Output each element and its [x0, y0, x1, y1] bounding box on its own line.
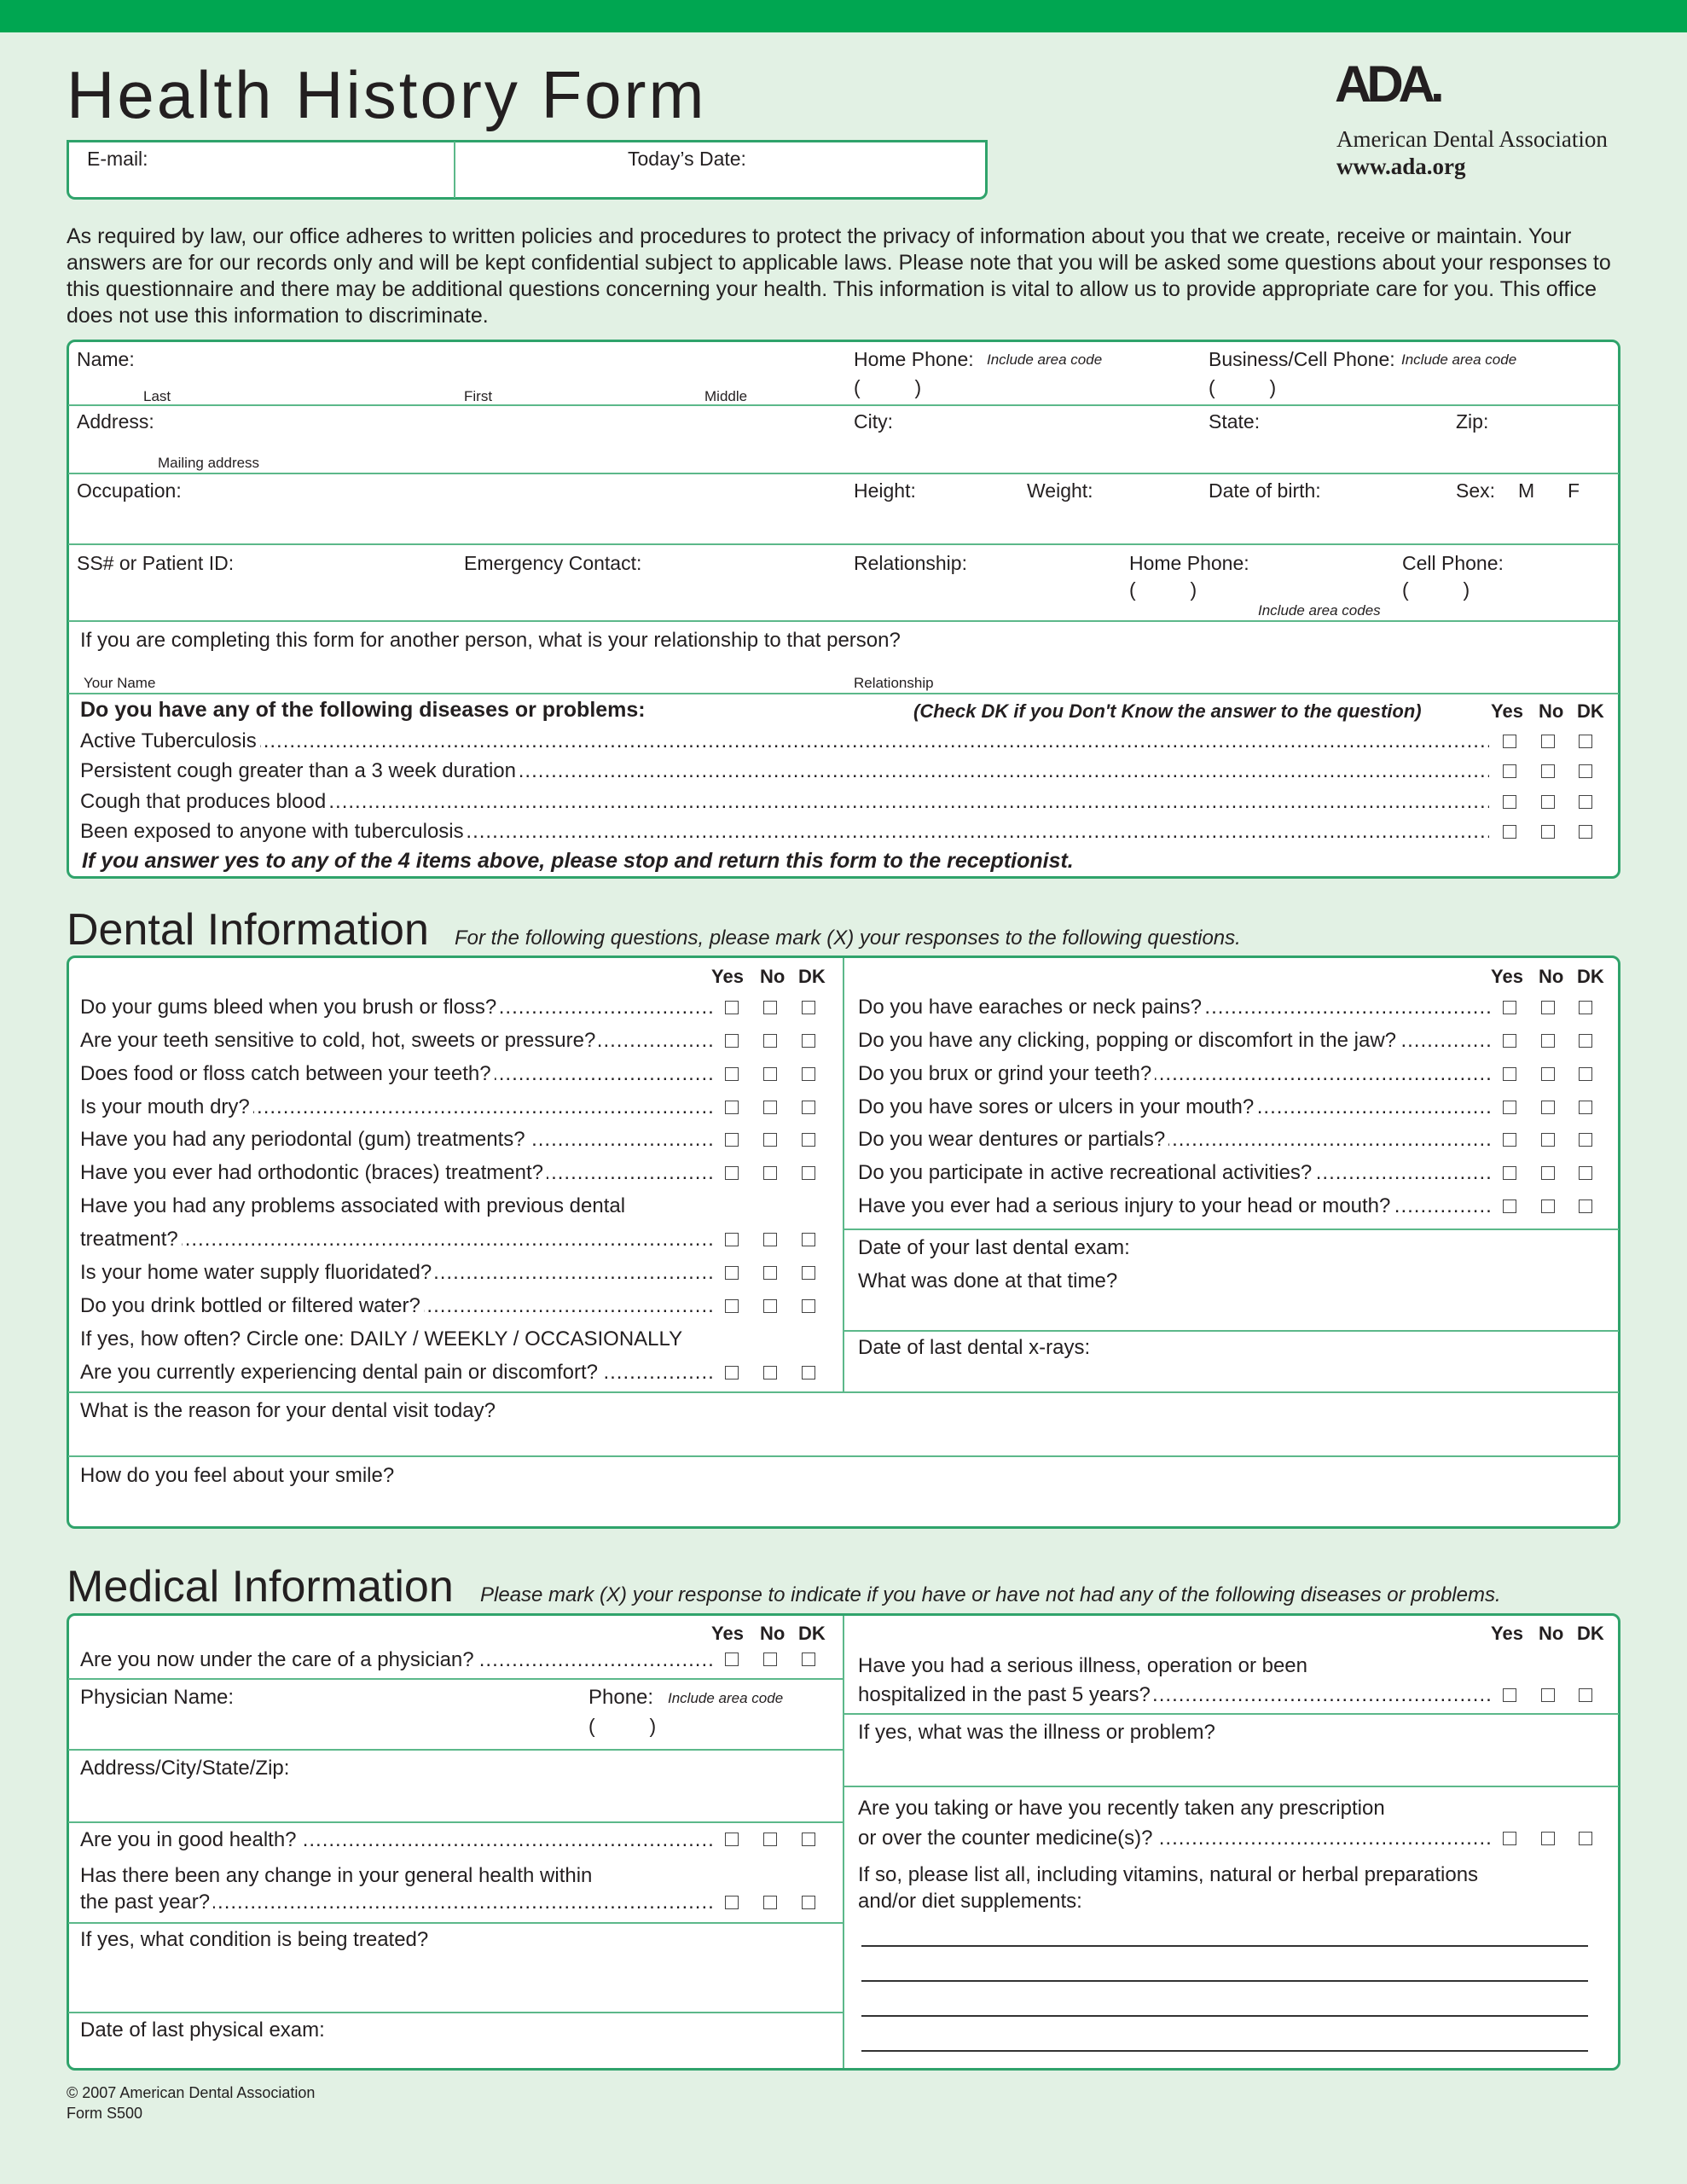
physician-phone-field[interactable]: Phone:: [588, 1686, 654, 1709]
dental-question: Is your home water supply fluoridated? .....: [80, 1261, 713, 1285]
area-code-hint: Include area code: [1401, 351, 1517, 368]
checkbox[interactable]: [725, 1034, 739, 1048]
no-header: No: [1539, 700, 1564, 722]
how-often-question[interactable]: If yes, how often? Circle one: DAILY / WEEKLY / OCCASIONALLY: [80, 1327, 683, 1350]
checkbox[interactable]: [802, 1896, 815, 1909]
area-codes-hint: Include area codes: [1258, 602, 1381, 619]
name-field[interactable]: Name:: [77, 348, 135, 370]
tb-question: Been exposed to anyone with tuberculosis .....: [80, 820, 1489, 844]
checkbox[interactable]: [1579, 1832, 1592, 1845]
checkbox[interactable]: [1579, 1133, 1592, 1147]
checkbox[interactable]: [802, 1133, 815, 1147]
medication-line[interactable]: [861, 1945, 1588, 1947]
your-name-label[interactable]: Your Name: [84, 675, 156, 691]
dental-section-subtitle: For the following questions, please mark (X) your responses to the following questions.: [455, 926, 1241, 950]
emergency-cell-phone-field[interactable]: Cell Phone:: [1402, 552, 1504, 574]
checkbox[interactable]: [1503, 1133, 1516, 1147]
ada-logo: ADA.: [1335, 55, 1440, 113]
yes-header: Yes: [711, 966, 744, 987]
address-field[interactable]: Address:: [77, 410, 154, 433]
checkbox[interactable]: [763, 1299, 777, 1313]
checkbox[interactable]: [1541, 1166, 1555, 1180]
last-name-label: Last: [143, 388, 171, 404]
dental-question: Do you have earaches or neck pains? .....: [858, 996, 1491, 1019]
area-code-parens: ( ): [1402, 578, 1470, 601]
checkbox[interactable]: [802, 1101, 815, 1114]
privacy-paragraph: [67, 224, 1636, 329]
checkbox[interactable]: [1541, 1001, 1555, 1014]
checkbox[interactable]: [763, 1653, 777, 1666]
todays-date-field[interactable]: Today’s Date:: [628, 148, 746, 170]
yes-header: Yes: [711, 1623, 744, 1644]
first-name-label: First: [464, 388, 493, 404]
checkbox[interactable]: [1541, 795, 1555, 809]
checkbox[interactable]: [1503, 1832, 1516, 1845]
divider: [68, 2012, 843, 2013]
divider: [844, 1786, 1619, 1787]
divider: [68, 1455, 1619, 1457]
last-dental-xrays-field[interactable]: Date of last dental x-rays:: [858, 1336, 1091, 1359]
email-date-box: [67, 140, 988, 200]
checkbox[interactable]: [802, 1266, 815, 1280]
sex-option-f[interactable]: F: [1568, 479, 1580, 502]
divider: [68, 404, 1619, 406]
checkbox[interactable]: [763, 1266, 777, 1280]
checkbox[interactable]: [763, 1133, 777, 1147]
checkbox[interactable]: [725, 1366, 739, 1380]
checkbox[interactable]: [763, 1366, 777, 1380]
area-code-parens: ( ): [1129, 578, 1197, 601]
intro-line: this questionnaire and there may be additional questions concerning your health. This information is vital to allow us to provide appropriate care for you. This office: [67, 277, 1597, 301]
height-field[interactable]: Height:: [854, 479, 916, 502]
checkbox[interactable]: [763, 1896, 777, 1909]
checkbox[interactable]: [1541, 1688, 1555, 1702]
medication-line[interactable]: [861, 2050, 1588, 2052]
form-number: Form S500: [67, 2105, 143, 2122]
no-header: No: [1539, 966, 1564, 987]
sex-label: Sex:: [1456, 479, 1496, 502]
city-field[interactable]: City:: [854, 410, 893, 433]
checkbox[interactable]: [802, 1299, 815, 1313]
tb-stop-notice: If you answer yes to any of the 4 items above, please stop and return this form to the receptionist.: [82, 849, 1074, 873]
medications-list-label: and/or diet supplements:: [858, 1890, 1082, 1913]
checkbox[interactable]: [1503, 764, 1516, 778]
divider: [68, 620, 1619, 622]
checkbox[interactable]: [1541, 1101, 1555, 1114]
checkbox[interactable]: [1541, 1133, 1555, 1147]
page-title: Health History Form: [67, 57, 707, 132]
dental-question: Are your teeth sensitive to cold, hot, sweets or pressure? .....: [80, 1029, 713, 1053]
physician-address-field[interactable]: Address/City/State/Zip:: [80, 1757, 290, 1780]
area-code-hint: Include area code: [987, 351, 1103, 368]
yes-header: Yes: [1491, 1623, 1523, 1644]
checkbox[interactable]: [802, 1067, 815, 1081]
medical-question: Have you had a serious illness, operation or been: [858, 1654, 1307, 1677]
dental-question: Are you currently experiencing dental pain or discomfort? .....: [80, 1361, 713, 1385]
medical-question: or over the counter medicine(s)? .....: [858, 1827, 1491, 1850]
divider: [68, 1391, 1619, 1393]
dk-header: DK: [1577, 1623, 1604, 1644]
ada-url: www.ada.org: [1336, 154, 1466, 179]
dk-header: DK: [1577, 700, 1604, 722]
divider: [844, 1228, 1619, 1230]
divider: [843, 1616, 844, 2068]
divider: [67, 140, 988, 142]
zip-field[interactable]: Zip:: [1456, 410, 1489, 433]
checkbox[interactable]: [725, 1266, 739, 1280]
medical-question: Are you taking or have you recently taken any prescription: [858, 1797, 1385, 1820]
weight-field[interactable]: Weight:: [1027, 479, 1093, 502]
medical-section-title: Medical Information: [67, 1562, 454, 1612]
medication-line[interactable]: [861, 2015, 1588, 2017]
tb-heading: Do you have any of the following diseases or problems:: [80, 698, 646, 722]
checkbox[interactable]: [802, 1653, 815, 1666]
checkbox[interactable]: [1579, 825, 1592, 839]
checkbox[interactable]: [725, 1166, 739, 1180]
checkbox[interactable]: [1503, 1067, 1516, 1081]
last-dental-exam-field[interactable]: Date of your last dental exam:: [858, 1236, 1130, 1259]
area-code-parens: ( ): [854, 376, 922, 398]
illness-problem-field[interactable]: If yes, what was the illness or problem?: [858, 1721, 1215, 1744]
divider: [844, 1330, 1619, 1332]
dental-question: Do you have any clicking, popping or discomfort in the jaw? .....: [858, 1029, 1491, 1053]
checkbox[interactable]: [1579, 1199, 1592, 1213]
dental-question: Do you have sores or ulcers in your mouth? .....: [858, 1095, 1491, 1119]
checkbox[interactable]: [1503, 735, 1516, 748]
tb-question: Active Tuberculosis .....: [80, 729, 1489, 753]
intro-line: answers are for our records only and will be kept confidential subject to applicable laws. Please note that you will be asked some questions about your responses to: [67, 251, 1611, 275]
ssn-patient-id-field[interactable]: SS# or Patient ID:: [77, 552, 235, 574]
dental-question: treatment? .....: [80, 1228, 713, 1252]
dental-question: Do you participate in active recreational activities? .....: [858, 1161, 1491, 1185]
checkbox[interactable]: [725, 1133, 739, 1147]
checkbox[interactable]: [763, 1067, 777, 1081]
checkbox[interactable]: [1579, 1067, 1592, 1081]
checkbox[interactable]: [1541, 764, 1555, 778]
checkbox[interactable]: [802, 1166, 815, 1180]
check-dk-note: (Check DK if you Don't Know the answer to the question): [913, 700, 1422, 722]
checkbox[interactable]: [802, 1233, 815, 1246]
copyright: © 2007 American Dental Association: [67, 2084, 316, 2101]
checkbox[interactable]: [1503, 1001, 1516, 1014]
relationship-sub-label[interactable]: Relationship: [854, 675, 934, 691]
visit-reason-field[interactable]: What is the reason for your dental visit today?: [80, 1399, 496, 1422]
checkbox[interactable]: [1579, 1688, 1592, 1702]
divider: [68, 693, 1619, 694]
dental-question: Do your gums bleed when you brush or floss? .....: [80, 996, 713, 1019]
checkbox[interactable]: [763, 1833, 777, 1846]
state-field[interactable]: State:: [1209, 410, 1261, 433]
divider: [68, 543, 1619, 545]
checkbox[interactable]: [1541, 1034, 1555, 1048]
checkbox[interactable]: [1579, 764, 1592, 778]
yes-header: Yes: [1491, 966, 1523, 987]
dk-header: DK: [798, 1623, 826, 1644]
occupation-field[interactable]: Occupation:: [77, 479, 182, 502]
dental-question: Do you drink bottled or filtered water? .....: [80, 1294, 713, 1318]
checkbox[interactable]: [725, 1001, 739, 1014]
dental-question: Do you wear dentures or partials? .....: [858, 1128, 1491, 1152]
yes-header: Yes: [1491, 700, 1523, 722]
divider: [454, 142, 455, 198]
business-cell-phone-field[interactable]: Business/Cell Phone:: [1209, 348, 1395, 370]
tb-question: Cough that produces blood .....: [80, 790, 1489, 814]
dental-question: Does food or floss catch between your teeth? .....: [80, 1062, 713, 1086]
dental-question: Have you ever had orthodontic (braces) treatment? .....: [80, 1161, 713, 1185]
relationship-question: If you are completing this form for another person, what is your relationship to that person?: [80, 629, 901, 652]
checkbox[interactable]: [725, 1067, 739, 1081]
checkbox[interactable]: [1579, 1001, 1592, 1014]
checkbox[interactable]: [1503, 795, 1516, 809]
no-header: No: [760, 1623, 786, 1644]
dental-question: Have you had any problems associated with previous dental: [80, 1194, 626, 1217]
sex-option-m[interactable]: M: [1518, 479, 1535, 502]
condition-treated-field[interactable]: If yes, what condition is being treated?: [80, 1928, 429, 1951]
middle-name-label: Middle: [704, 388, 748, 404]
checkbox[interactable]: [802, 1034, 815, 1048]
medication-line[interactable]: [861, 1980, 1588, 1982]
checkbox[interactable]: [1503, 1688, 1516, 1702]
medical-section-subtitle: Please mark (X) your response to indicate if you have or have not had any of the following diseases or problems.: [480, 1583, 1501, 1606]
relationship-field[interactable]: Relationship:: [854, 552, 967, 574]
checkbox[interactable]: [802, 1001, 815, 1014]
area-code-parens: ( ): [588, 1715, 657, 1737]
divider: [68, 1678, 843, 1680]
no-header: No: [760, 966, 786, 987]
intro-line: does not use this information to discriminate.: [67, 304, 489, 328]
divider: [68, 473, 1619, 474]
checkbox[interactable]: [1541, 1199, 1555, 1213]
checkbox[interactable]: [1503, 825, 1516, 839]
medications-list-label: If so, please list all, including vitamins, natural or herbal preparations: [858, 1863, 1479, 1886]
tb-question: Persistent cough greater than a 3 week duration .....: [80, 759, 1489, 783]
intro-line: As required by law, our office adheres to written policies and procedures to protect the privacy of information about you that we create, receive or maintain. Your: [67, 224, 1572, 248]
divider: [68, 1821, 843, 1823]
checkbox[interactable]: [763, 1166, 777, 1180]
no-header: No: [1539, 1623, 1564, 1644]
checkbox[interactable]: [725, 1653, 739, 1666]
checkbox[interactable]: [1503, 1166, 1516, 1180]
divider: [844, 1713, 1619, 1715]
dk-header: DK: [798, 966, 826, 987]
checkbox[interactable]: [1579, 1101, 1592, 1114]
checkbox[interactable]: [725, 1833, 739, 1846]
home-phone-field[interactable]: Home Phone:: [854, 348, 974, 370]
checkbox[interactable]: [725, 1233, 739, 1246]
checkbox[interactable]: [763, 1001, 777, 1014]
checkbox[interactable]: [1503, 1199, 1516, 1213]
area-code-hint: Include area code: [668, 1690, 784, 1706]
medical-question: Has there been any change in your general health within: [80, 1864, 593, 1887]
dk-header: DK: [1577, 966, 1604, 987]
checkbox[interactable]: [802, 1366, 815, 1380]
checkbox[interactable]: [725, 1101, 739, 1114]
checkbox[interactable]: [1503, 1034, 1516, 1048]
checkbox[interactable]: [1579, 1166, 1592, 1180]
divider: [68, 1749, 843, 1751]
checkbox[interactable]: [725, 1299, 739, 1313]
checkbox[interactable]: [1579, 735, 1592, 748]
checkbox[interactable]: [1579, 795, 1592, 809]
dental-question: Have you had any periodontal (gum) treatments? .....: [80, 1128, 713, 1152]
checkbox[interactable]: [1503, 1101, 1516, 1114]
checkbox[interactable]: [1541, 1832, 1555, 1845]
medical-question: hospitalized in the past 5 years? .....: [858, 1683, 1491, 1707]
checkbox[interactable]: [1579, 1034, 1592, 1048]
area-code-parens: ( ): [1209, 376, 1277, 398]
checkbox[interactable]: [763, 1233, 777, 1246]
checkbox[interactable]: [1541, 825, 1555, 839]
dental-question: Do you brux or grind your teeth? .....: [858, 1062, 1491, 1086]
medical-question: Are you now under the care of a physician? .....: [80, 1648, 713, 1672]
medical-question: Are you in good health? .....: [80, 1828, 713, 1852]
what-was-done-field[interactable]: What was done at that time?: [858, 1269, 1118, 1292]
emergency-contact-field[interactable]: Emergency Contact:: [464, 552, 642, 574]
checkbox[interactable]: [802, 1833, 815, 1846]
dental-section-title: Dental Information: [67, 905, 429, 955]
divider: [843, 958, 844, 1391]
top-green-bar: [0, 0, 1687, 32]
last-physical-exam-field[interactable]: Date of last physical exam:: [80, 2018, 325, 2042]
checkbox[interactable]: [763, 1034, 777, 1048]
emergency-home-phone-field[interactable]: Home Phone:: [1129, 552, 1249, 574]
date-of-birth-field[interactable]: Date of birth:: [1209, 479, 1321, 502]
checkbox[interactable]: [1541, 735, 1555, 748]
physician-name-field[interactable]: Physician Name:: [80, 1686, 235, 1709]
dental-question: Have you ever had a serious injury to your head or mouth? .....: [858, 1194, 1491, 1218]
checkbox[interactable]: [725, 1896, 739, 1909]
checkbox[interactable]: [1541, 1067, 1555, 1081]
medical-question: the past year? .....: [80, 1891, 713, 1914]
mailing-address-label: Mailing address: [158, 455, 260, 471]
email-field[interactable]: E-mail:: [87, 148, 148, 170]
ada-name: American Dental Association: [1336, 126, 1608, 152]
divider: [68, 1922, 843, 1924]
checkbox[interactable]: [763, 1101, 777, 1114]
dental-question: Is your mouth dry? .....: [80, 1095, 713, 1119]
smile-feeling-field[interactable]: How do you feel about your smile?: [80, 1464, 395, 1487]
